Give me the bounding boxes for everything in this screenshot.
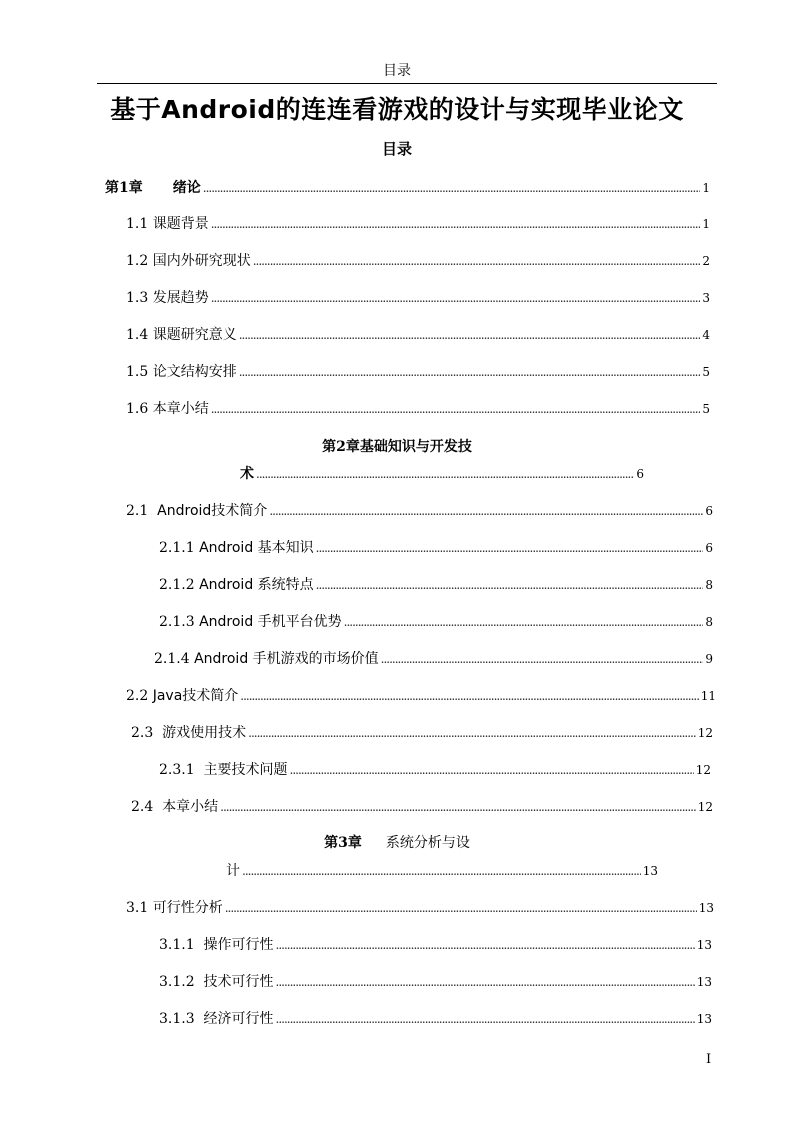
toc-leader (242, 864, 641, 878)
toc-section-title: 课题研究意义 (152, 327, 237, 343)
toc-section-number: 1.5 (126, 364, 149, 380)
toc-leader (240, 689, 698, 703)
toc-entry-2-4[interactable] (131, 796, 713, 816)
header-rule (97, 83, 717, 84)
toc-page-number: 8 (705, 615, 713, 629)
toc-chapter-3-line2[interactable] (226, 860, 658, 880)
toc-entry-2-1-2[interactable] (159, 574, 713, 594)
toc-entry-1-1[interactable] (126, 213, 710, 233)
toc-page-number: 12 (697, 800, 713, 814)
toc-leader (269, 504, 703, 518)
toc-leader (211, 402, 701, 416)
toc-entry-2-1-1[interactable] (159, 537, 713, 557)
toc-section-title: 主要技术问题 (203, 762, 288, 778)
toc-chapter-number: 第2章 (322, 439, 360, 455)
toc-section-number: 2.1.4 (154, 651, 190, 667)
toc-section-title: 经济可行性 (203, 1011, 274, 1027)
toc-page-number: 1 (702, 181, 710, 195)
toc-leader (344, 615, 704, 629)
toc-chapter-title-continued: 术 (240, 466, 254, 482)
toc-section-title: 国内外研究现状 (152, 253, 251, 269)
toc-chapter-1[interactable] (105, 177, 710, 197)
toc-section-title: 本章小结 (152, 401, 209, 417)
toc-entry-2-1-3[interactable] (159, 611, 713, 631)
toc-page-number: 13 (696, 975, 712, 989)
toc-entry-1-6[interactable] (126, 398, 710, 418)
toc-page-number: 1 (702, 217, 710, 231)
toc-leader (276, 975, 695, 989)
toc-section-title: 发展趋势 (152, 290, 209, 306)
toc-leader (211, 291, 701, 305)
toc-leader (256, 467, 634, 481)
toc-section-title: 可行性分析 (152, 900, 223, 916)
toc-leader (290, 763, 694, 777)
toc-leader (316, 578, 704, 592)
toc-chapter-2-line2[interactable] (240, 463, 644, 483)
toc-heading: 目录 (381, 140, 412, 158)
toc-section-number: 1.4 (126, 327, 149, 343)
toc-chapter-title: 基础知识与开发技 (359, 439, 472, 455)
toc-entry-2-2[interactable] (126, 685, 716, 705)
toc-section-title: 操作可行性 (203, 937, 274, 953)
toc-leader (276, 938, 695, 952)
toc-section-number: 2.1 (126, 503, 149, 519)
toc-leader (203, 181, 701, 195)
toc-section-title: 技术可行性 (203, 974, 274, 990)
toc-page-number: 13 (696, 938, 712, 952)
toc-entry-3-1-3[interactable] (159, 1008, 712, 1028)
toc-section-number: 2.3 (131, 725, 154, 741)
toc-leader (220, 800, 696, 814)
toc-chapter-title: 绪论 (172, 180, 201, 196)
toc-chapter-number: 第3章 (324, 835, 362, 851)
toc-leader (253, 254, 701, 268)
toc-section-number: 2.1.2 (159, 577, 195, 593)
toc-leader (381, 652, 704, 666)
toc-leader (276, 1012, 695, 1026)
toc-section-title: 本章小结 (162, 799, 219, 815)
toc-page-number: 13 (698, 901, 714, 915)
toc-page-number: 6 (636, 467, 644, 481)
toc-entry-2-3[interactable] (131, 722, 713, 742)
toc-entry-3-1-2[interactable] (159, 971, 712, 991)
document-title: 基于Android的连连看游戏的设计与实现毕业论文 (110, 95, 684, 124)
toc-entry-1-5[interactable] (126, 361, 710, 381)
toc-section-title: Android 手机游戏的市场价值 (194, 651, 379, 667)
toc-section-number: 3.1.3 (159, 1011, 195, 1027)
toc-leader (248, 726, 696, 740)
toc-entry-1-2[interactable] (126, 250, 710, 270)
toc-chapter-2-line1[interactable] (0, 436, 794, 456)
toc-chapter-title-continued: 计 (226, 863, 240, 879)
toc-page-number: 3 (702, 291, 710, 305)
toc-page-number: 5 (702, 402, 710, 416)
toc-section-number: 2.1.3 (159, 614, 195, 630)
toc-page-number: 9 (705, 652, 713, 666)
page-header: 目录 (383, 63, 411, 79)
toc-section-number: 3.1.2 (159, 974, 195, 990)
toc-page-number: 4 (702, 328, 710, 342)
toc-leader (211, 217, 701, 231)
toc-page-number: 5 (702, 365, 710, 379)
toc-entry-3-1[interactable] (126, 897, 714, 917)
toc-section-number: 1.6 (126, 401, 149, 417)
toc-entry-1-3[interactable] (126, 287, 710, 307)
toc-leader (225, 901, 697, 915)
toc-section-title: Android 手机平台优势 (199, 614, 342, 630)
toc-chapter-title: 系统分析与设 (385, 835, 470, 851)
toc-section-number: 3.1.1 (159, 937, 195, 953)
toc-entry-2-1[interactable] (126, 500, 713, 520)
toc-chapter-number: 第1章 (105, 180, 143, 196)
toc-page-number: 8 (705, 578, 713, 592)
toc-entry-1-4[interactable] (126, 324, 710, 344)
toc-page-number: 6 (705, 541, 713, 555)
toc-entry-3-1-1[interactable] (159, 934, 712, 954)
toc-leader (239, 328, 701, 342)
toc-chapter-3-line1[interactable] (0, 832, 794, 852)
toc-section-number: 2.2 (126, 688, 149, 704)
toc-section-number: 2.1.1 (159, 540, 195, 556)
toc-section-number: 3.1 (126, 900, 149, 916)
toc-page-number: 11 (700, 689, 716, 703)
toc-leader (316, 541, 704, 555)
toc-page-number: 2 (702, 254, 710, 268)
toc-section-number: 1.1 (126, 216, 149, 232)
toc-section-number: 1.2 (126, 253, 149, 269)
toc-section-number: 2.4 (131, 799, 154, 815)
toc-section-title: Android 基本知识 (199, 540, 314, 556)
toc-page-number: 12 (697, 726, 713, 740)
toc-page-number: 13 (642, 864, 658, 878)
toc-entry-2-1-4[interactable] (154, 648, 713, 668)
toc-section-title: Android技术简介 (157, 503, 268, 519)
toc-section-title: 课题背景 (152, 216, 209, 232)
toc-entry-2-3-1[interactable] (159, 759, 711, 779)
toc-section-title: 论文结构安排 (152, 364, 237, 380)
toc-section-title: Android 系统特点 (199, 577, 314, 593)
toc-section-title: Java技术简介 (152, 688, 239, 704)
toc-section-number: 2.3.1 (159, 762, 195, 778)
toc-page-number: 6 (705, 504, 713, 518)
toc-page-number: 13 (696, 1012, 712, 1026)
toc-section-number: 1.3 (126, 290, 149, 306)
footer-page-number: I (706, 1052, 712, 1067)
toc-section-title: 游戏使用技术 (162, 725, 247, 741)
toc-leader (239, 365, 701, 379)
toc-page-number: 12 (695, 763, 711, 777)
